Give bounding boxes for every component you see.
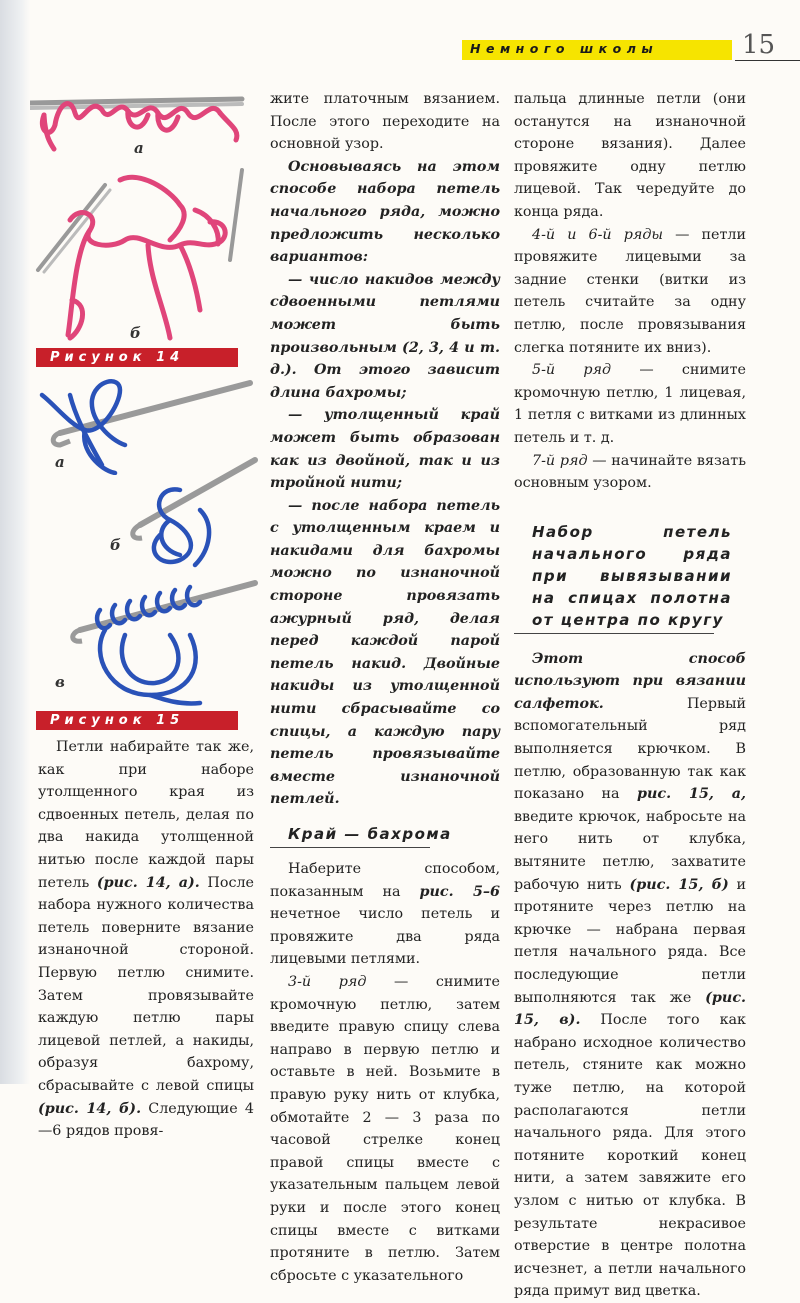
col1-paragraph: [38, 736, 254, 1143]
col1-text-a: Петли набирайте так же, как при наборе утолщенного края из сдвоенных петель, делая по два накида утолщенной нитью после каждой пары петель: [38, 739, 254, 891]
col3-paragraph-4: [514, 450, 746, 495]
col3-figure-ref-15a: рис. 15, а,: [637, 786, 746, 803]
col2-figure-ref-5-6: рис. 5–6: [419, 883, 500, 900]
figure-15c-illustration: [30, 575, 260, 710]
col3-paragraph-2: [514, 224, 746, 360]
page-spine-shadow: [0, 0, 30, 1084]
page-number: 15: [742, 30, 776, 60]
section-heading-fringe: Край — бахрома: [288, 825, 452, 843]
col3-lead: Этот способ используют при вязании салфеток.: [514, 650, 746, 712]
column-1: [38, 736, 254, 1143]
col2-p7-text: — снимите кромочную петлю, затем введите правую спицу слева направо в первую петлю и оставьте в ней. Возьмите в правую руку нить от клубка, обмотайте 2 — 3 раза по часовой стрелке конец правой спицы вместе с указательным пальцем левой руки и после этого конец спицы вместе с витками протяните в петлю. Затем сбросьте с указательного: [270, 973, 501, 1284]
col2-paragraph-5: — после набора петель с утолщенным краем и накидами для бахромы можно по изнаночной стороне провязать ажурный ряд, делая перед каждой парой петель накид. Двойные накиды из утолщенной нити сбрасывайте со спицы, а каждую пару петель провязывайте вместе изнаночной петлей.: [270, 497, 500, 808]
col2-paragraph-4: — утолщенный край может быть образован как из двойной, так и из тройной нити;: [270, 407, 500, 492]
figure-15b-letter: б: [110, 536, 121, 554]
col3-p2-text: — петли провяжите лицевыми за задние стенки (витки из петель считайте за одну петлю, после провязывания слегка потяните их вниз).: [514, 226, 746, 356]
col2-paragraph-3: — число накидов между сдвоенными петлями может быть произвольным (2, 3, 4 и т. д.). От этого зависит длина бахромы;: [270, 271, 500, 401]
figure-15c-letter: в: [55, 673, 65, 691]
section-heading-rule-2: [514, 633, 714, 634]
figure-15a-letter: а: [55, 453, 65, 471]
col2-paragraph-1: жите платочным вязанием. После этого переходите на основной узор.: [270, 91, 500, 153]
col2-p6-text: Наберите способом, показанным на: [270, 861, 500, 900]
figure-14b-letter: б: [130, 324, 141, 342]
col3-p5-text-b: введите крючок, набросьте на него нить от клубка, вытяните петлю, захватите рабочую нить: [514, 808, 746, 893]
col3-p4-text: — начинайте вязать основным узором.: [514, 452, 746, 492]
figure-14a-illustration: [30, 85, 250, 160]
col3-figure-ref-15b: (рис. 15, б): [629, 876, 729, 893]
col3-paragraph-5: [514, 648, 746, 1303]
col3-p5-text-d: После того как набрано исходное количество петель, стяните как можно туже петлю, на которой располагаются петли начального ряда. Для этого потяните короткий конец нити, а затем завяжите его узлом с нитью от клубка. В результате некрасивое отверстие в центре полотна исчезнет, а петли начального ряда примут вид цветка.: [514, 1012, 746, 1300]
col3-p5-text-c: и протяните через петлю на крючке — набрана первая петля начального ряда. Все последующие петли выполняются так же: [514, 876, 747, 1006]
column-2: [270, 88, 500, 1287]
header-rule: [735, 60, 800, 61]
row-5-label: 5-й ряд: [532, 362, 612, 379]
figure-14-caption: Рисунок 14: [36, 348, 238, 367]
col3-p3-text: — снимите кромочную петлю, 1 лицевая, 1 петля с витками из длинных петель и т. д.: [514, 362, 746, 446]
col3-paragraph-1: пальца длинные петли (они останутся на изнаночной стороне вязания). Далее провяжите одну петлю лицевой. Так чередуйте до конца ряда.: [514, 91, 746, 220]
col1-figure-ref-14b: (рис. 14, б).: [38, 1100, 142, 1117]
column-3: [514, 88, 746, 1303]
figure-14b-illustration: [30, 160, 255, 350]
col2-paragraph-2: Основываясь на этом способе набора петель начального ряда, можно предложить несколько вариантов:: [270, 158, 500, 266]
section-heading-rule: [270, 847, 430, 848]
col1-figure-ref-14a: (рис. 14, а).: [96, 874, 200, 891]
section-header-text: Немного школы: [470, 41, 659, 56]
col2-paragraph-6: [270, 858, 500, 971]
col3-paragraph-3: [514, 359, 746, 449]
col1-text-c: Следующие 4—6 рядов провя-: [38, 1100, 255, 1140]
col2-paragraph-7: [270, 971, 500, 1287]
section-heading-circular-cast-on: Набор петель начального ряда при вывязывании на спицах полотна от центра по кругу: [532, 522, 732, 629]
col3-figure-ref-15c: (рис. 15, в).: [514, 989, 747, 1029]
rows-4-6-label: 4-й и 6-й ряды: [532, 226, 664, 243]
figure-15-caption: Рисунок 15: [36, 711, 238, 730]
row-3-label: 3-й ряд: [288, 973, 367, 990]
figure-14a-letter: а: [134, 139, 144, 157]
figure-15b-illustration: [30, 450, 260, 570]
col1-text-b: После набора нужного количества петель поверните вязание изнаночной стороной. Первую петлю снимите. Затем провязывайте каждую петлю пары лицевой петлей, а накиды, образуя бахрому, сбрасывайте с левой спицы: [38, 874, 255, 1094]
col3-p5-text: Первый вспомогательный ряд выполняется крючком. В петлю, образованную так как показано на: [514, 695, 746, 803]
row-7-label: 7-й ряд: [532, 452, 588, 469]
col2-p6-text-b: нечетное число петель и провяжите два ряда лицевыми петлями.: [270, 906, 500, 968]
